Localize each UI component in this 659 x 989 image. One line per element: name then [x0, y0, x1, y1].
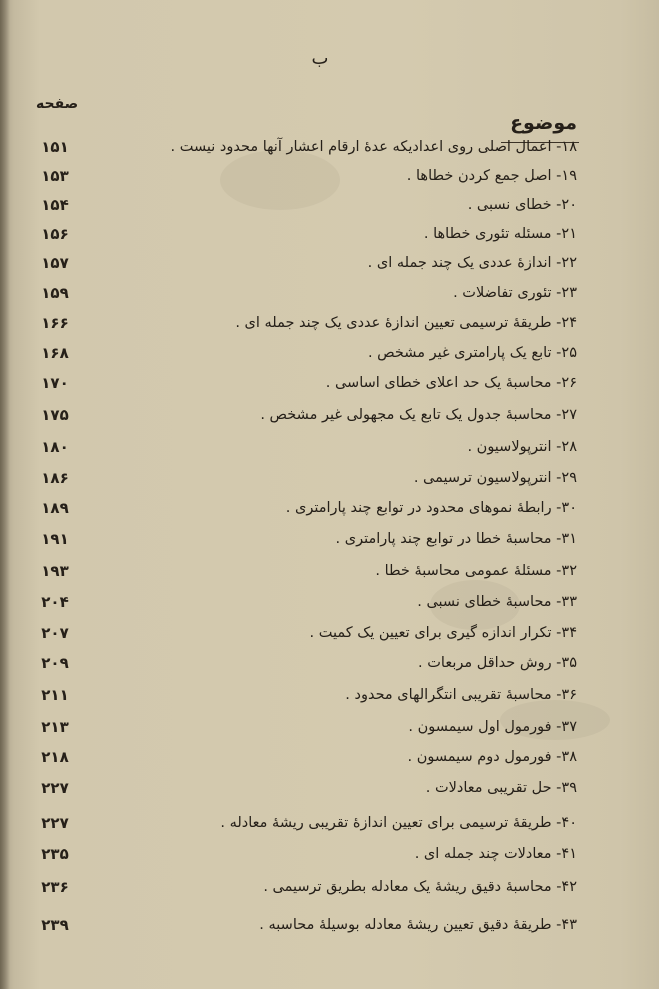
- topic-column-heading: موضوع: [510, 112, 577, 134]
- toc-entry: [0, 493, 659, 523]
- toc-entry-page: ۱۸۰: [41, 438, 69, 456]
- toc-entry: [0, 219, 659, 249]
- toc-entry-page: ۱۵۶: [41, 225, 69, 243]
- toc-entry-page: ۱۵۴: [41, 196, 69, 214]
- toc-entry-title: ۳۳- محاسبهٔ خطای نسبی .: [417, 594, 577, 610]
- toc-entry-title: ۱۸- اعمال اصلی روی اعدادیکه عدهٔ ارقام اعشار آنها محدود نیست .: [170, 139, 577, 155]
- toc-entry-title: ۲۶- محاسبهٔ یک حد اعلای خطای اساسی .: [325, 375, 577, 391]
- toc-entry: [0, 742, 659, 772]
- toc-entry-page: ۱۸۶: [41, 469, 69, 487]
- toc-entry: [0, 248, 659, 278]
- toc-entry-title: ۳۹- حل تقریبی معادلات .: [425, 780, 577, 796]
- toc-entry: [0, 872, 659, 902]
- toc-entry-page: ۲۰۹: [41, 654, 69, 672]
- toc-entry-page: ۱۵۷: [41, 254, 69, 272]
- toc-entry-title: ۴۲- محاسبهٔ دقیق ریشهٔ یک معادله بطریق ترسیمی .: [263, 879, 577, 895]
- toc-entry-title: ۲۱- مسئله تئوری خطاها .: [423, 226, 577, 242]
- toc-entry-page: ۲۳۹: [41, 916, 69, 934]
- toc-entry: [0, 773, 659, 803]
- toc-entry-title: ۳۱- محاسبهٔ خطا در توابع چند پارامتری .: [335, 531, 577, 547]
- toc-entry-page: ۱۹۱: [41, 530, 69, 548]
- toc-entry: [0, 190, 659, 220]
- toc-entry-page: ۱۶۸: [41, 344, 69, 362]
- toc-entry: [0, 556, 659, 586]
- toc-entry-page: ۱۸۹: [41, 499, 69, 517]
- page-number-letter: ب: [311, 48, 329, 69]
- toc-entry-title: ۳۷- فورمول اول سیمسون .: [408, 719, 577, 735]
- toc-entry-title: ۳۵- روش حداقل مربعات .: [418, 655, 577, 671]
- toc-entry: [0, 524, 659, 554]
- toc-entry-page: ۲۳۶: [41, 878, 69, 896]
- toc-entry: [0, 712, 659, 742]
- toc-entry: [0, 432, 659, 462]
- toc-entry-title: ۴۰- طریقهٔ ترسیمی برای تعیین اندازهٔ تقریبی ریشهٔ معادله .: [220, 815, 577, 831]
- toc-entry-title: ۳۸- فورمول دوم سیمسون .: [407, 749, 577, 765]
- toc-entry-title: ۲۰- خطای نسبی .: [467, 197, 577, 213]
- toc-entry: [0, 278, 659, 308]
- toc-entry-title: ۱۹- اصل جمع کردن خطاها .: [406, 168, 577, 184]
- toc-entry-page: ۱۵۱: [41, 138, 69, 156]
- toc-entry-title: ۲۷- محاسبهٔ جدول یک تابع یک مجهولی غیر مشخص .: [260, 407, 577, 423]
- page-column-heading: صفحه: [36, 96, 79, 112]
- toc-entry: [0, 680, 659, 710]
- toc-entry: [0, 161, 659, 191]
- toc-entry: [0, 132, 659, 162]
- toc-entry: [0, 808, 659, 838]
- toc-entry-title: ۳۴- تکرار اندازه گیری برای تعیین یک کمیت .: [309, 625, 577, 641]
- toc-entry-page: ۲۰۴: [41, 593, 69, 611]
- toc-entry: [0, 338, 659, 368]
- toc-entry-page: ۱۹۳: [41, 562, 69, 580]
- toc-entry-title: ۲۳- تئوری تفاضلات .: [453, 285, 577, 301]
- toc-entry-page: ۲۲۷: [41, 779, 69, 797]
- toc-entry-page: ۱۵۹: [41, 284, 69, 302]
- toc-entry-title: ۲۵- تابع یک پارامتری غیر مشخص .: [367, 345, 577, 361]
- toc-entry-page: ۱۷۰: [41, 374, 69, 392]
- toc-entry-page: ۲۲۷: [41, 814, 69, 832]
- toc-entry-page: ۲۰۷: [41, 624, 69, 642]
- toc-entry-title: ۲۲- اندازهٔ عددی یک چند جمله ای .: [367, 255, 577, 271]
- toc-entry: [0, 618, 659, 648]
- toc-entry-page: ۱۷۵: [41, 406, 69, 424]
- toc-entry-page: ۱۵۳: [41, 167, 69, 185]
- toc-entry-title: ۲۴- طریقهٔ ترسیمی تعیین اندازهٔ عددی یک چند جمله ای .: [235, 315, 577, 331]
- toc-entry-page: ۲۱۱: [41, 686, 69, 704]
- toc-entry-title: ۲۸- انترپولاسیون .: [467, 439, 577, 455]
- toc-entry: [0, 587, 659, 617]
- toc-entry: [0, 400, 659, 430]
- toc-entry: [0, 910, 659, 940]
- toc-entry-title: ۳۲- مسئلهٔ عمومی محاسبهٔ خطا .: [375, 563, 577, 579]
- toc-entry-title: ۲۹- انترپولاسیون ترسیمی .: [413, 470, 577, 486]
- toc-entry-title: ۴۱- معادلات چند جمله ای .: [414, 846, 577, 862]
- toc-entry: [0, 368, 659, 398]
- toc-entry-page: ۲۳۵: [41, 845, 69, 863]
- toc-entry: [0, 839, 659, 869]
- toc-entry-title: ۳۰- رابطهٔ نموهای محدود در توابع چند پارامتری .: [285, 500, 577, 516]
- toc-entry-page: ۲۱۳: [41, 718, 69, 736]
- toc-entry: [0, 308, 659, 338]
- table-of-contents: [0, 132, 659, 952]
- toc-entry-page: ۱۶۶: [41, 314, 69, 332]
- toc-entry: [0, 463, 659, 493]
- toc-entry: [0, 648, 659, 678]
- toc-entry-page: ۲۱۸: [41, 748, 69, 766]
- toc-entry-title: ۴۳- طریقهٔ دقیق تعیین ریشهٔ معادله بوسیلهٔ محاسبه .: [259, 917, 577, 933]
- toc-entry-title: ۳۶- محاسبهٔ تقریبی انتگرالهای محدود .: [345, 687, 577, 703]
